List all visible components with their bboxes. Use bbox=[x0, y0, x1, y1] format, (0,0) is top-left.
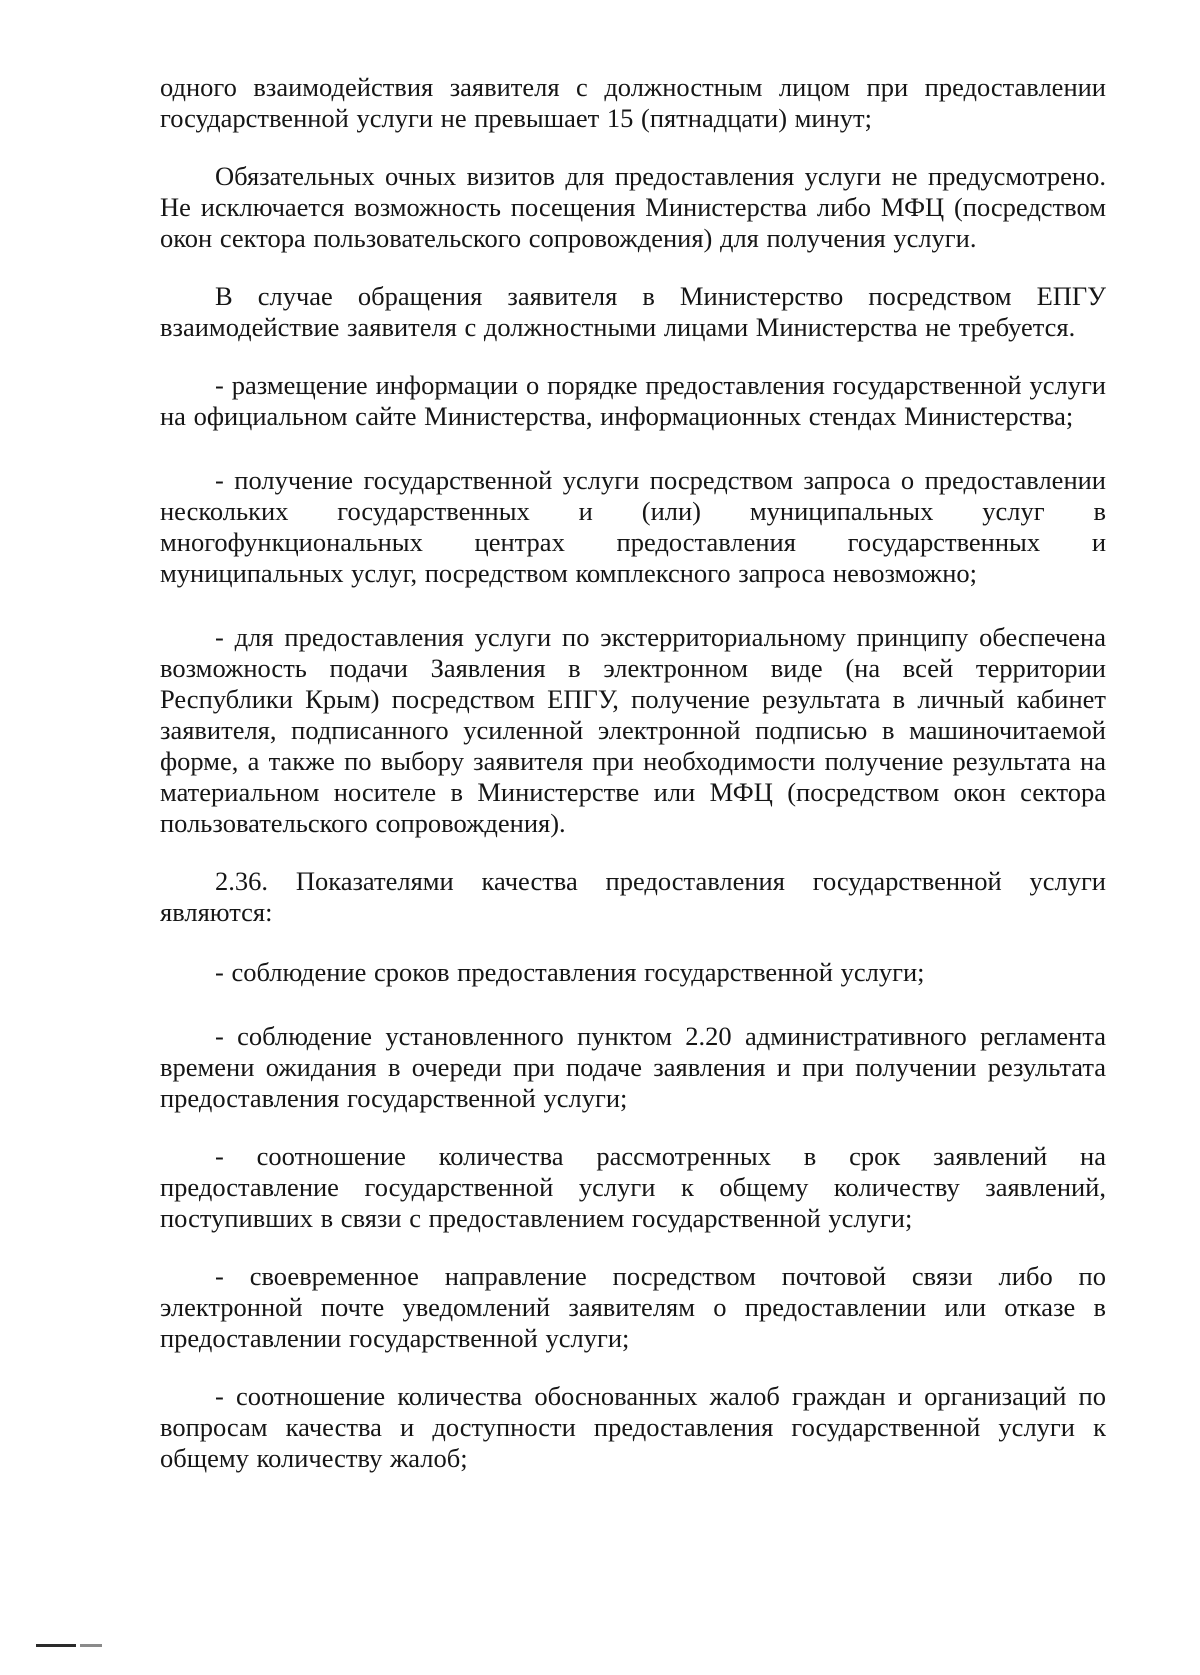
paragraph-continuation: одного взаимодействия заявителя с должностным лицом при предоставлении государственной услуги не превышает 15 (пятнадцати) минут; bbox=[160, 72, 1106, 133]
paragraph-visits: Обязательных очных визитов для предоставления услуги не предусмотрено. Не исключается возможность посещения Министерства либо МФЦ (посредством окон сектора пользовательского сопровождения) для получения услуги. bbox=[160, 161, 1106, 253]
list-item-complaints: - соотношение количества обоснованных жалоб граждан и организаций по вопросам качества и доступности предоставления государственной услуги к общему количеству жалоб; bbox=[160, 1381, 1106, 1473]
list-item-information: - размещение информации о порядке предоставления государственной услуги на официальном сайте Министерства, информационных стендах Министерства; bbox=[160, 370, 1106, 431]
page-footer-mark bbox=[36, 1644, 76, 1647]
section-heading-2-36: 2.36. Показателями качества предоставления государственной услуги являются: bbox=[160, 866, 1106, 927]
paragraph-epgu-interaction: В случае обращения заявителя в Министерство посредством ЕПГУ взаимодействие заявителя с должностными лицами Министерства не требуется. bbox=[160, 281, 1106, 342]
list-item-notifications: - своевременное направление посредством почтовой связи либо по электронной почте уведомлений заявителям о предоставлении или отказе в предоставлении государственной услуги; bbox=[160, 1261, 1106, 1353]
list-item-deadlines: - соблюдение сроков предоставления государственной услуги; bbox=[215, 957, 925, 987]
list-item-waiting-time: - соблюдение установленного пунктом 2.20 административного регламента времени ожидания в очереди при подаче заявления и при получении результата предоставления государственной услуги; bbox=[160, 1021, 1106, 1113]
document-body bbox=[160, 72, 1106, 1474]
list-item-extraterritorial: - для предоставления услуги по экстерриториальному принципу обеспечена возможность подачи Заявления в электронном виде (на всей территории Республики Крым) посредством ЕПГУ, получение результата в личный кабинет заявителя, подписанного усиленной электронной подписью в машиночитаемой форме, а также по выбору заявителя при необходимости получение результата на материальном носителе в Министерстве или МФЦ (посредством окон сектора пользовательского сопровождения). bbox=[160, 622, 1106, 838]
list-item-complex-request: - получение государственной услуги посредством запроса о предоставлении нескольких государственных и (или) муниципальных услуг в многофункциональных центрах предоставления государственных и муниципальных услуг, посредством комплексного запроса невозможно; bbox=[160, 465, 1106, 588]
list-item-ratio-applications: - соотношение количества рассмотренных в срок заявлений на предоставление государственной услуги к общему количеству заявлений, поступивших в связи с предоставлением государственной услуги; bbox=[160, 1141, 1106, 1233]
